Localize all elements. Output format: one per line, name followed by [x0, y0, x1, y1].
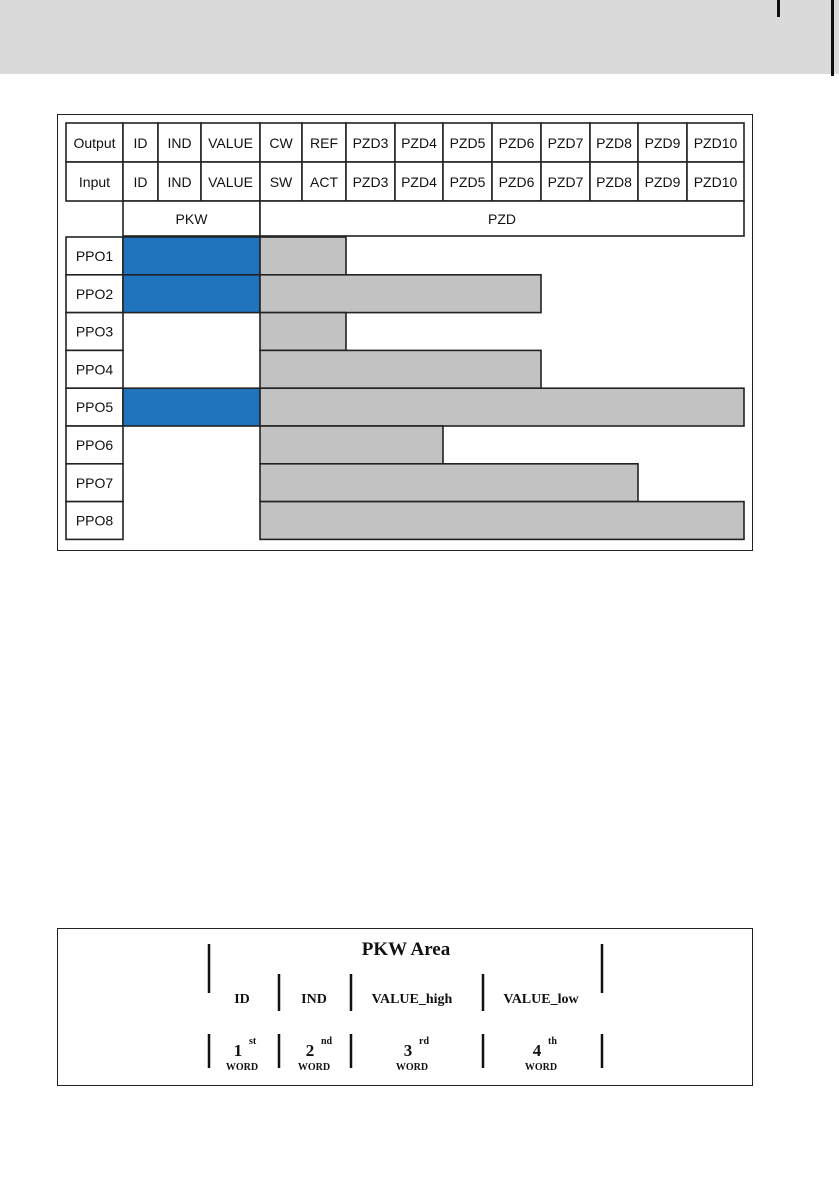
input-row-cell-label: VALUE — [208, 174, 253, 190]
pzd-bar — [260, 464, 638, 502]
ppo-row-label: PPO8 — [75, 512, 114, 529]
output-row-cell-label: PZD8 — [596, 135, 632, 151]
word-label: WORD — [297, 1062, 331, 1073]
word-label: WORD — [524, 1062, 558, 1073]
word-index-number: 2 — [305, 1041, 315, 1060]
word-label: WORD — [225, 1062, 259, 1073]
word-index-number: 4 — [532, 1041, 542, 1060]
input-row-cell-label: PZD6 — [498, 174, 535, 190]
output-row-cell-label: PZD6 — [498, 135, 535, 151]
page-header-band — [0, 0, 839, 74]
side-crop-mark — [831, 0, 834, 76]
ppo-row-label: PPO6 — [75, 437, 114, 453]
pkw-bar — [123, 275, 260, 313]
pkw-group-label: PKW — [175, 211, 208, 227]
word-index-suffix: th — [548, 1036, 557, 1047]
pzd-bar — [260, 237, 346, 275]
output-row-cell-label: PZD10 — [693, 135, 738, 151]
pkw-field-name: IND — [301, 992, 327, 1007]
pzd-group-label: PZD — [488, 211, 516, 227]
input-row-cell-label: PZD5 — [449, 174, 486, 190]
output-row-cell-label: Output — [73, 135, 116, 151]
input-row-cell-label: PZD10 — [693, 174, 738, 190]
pzd-bar — [260, 388, 744, 426]
pzd-bar — [260, 502, 744, 540]
word-label: WORD — [395, 1062, 429, 1073]
pzd-bar — [260, 275, 541, 313]
pzd-bar — [260, 426, 443, 464]
input-row-cell-label: IND — [167, 174, 192, 190]
output-row-cell-label: REF — [310, 135, 338, 151]
input-row-cell-label: PZD7 — [547, 174, 584, 190]
output-row-cell-label: PZD5 — [449, 135, 486, 151]
word-index-suffix: rd — [419, 1036, 429, 1047]
word-index-number: 1 — [233, 1041, 243, 1060]
output-row-cell-label: ID — [133, 135, 148, 151]
input-row-cell-label: SW — [269, 174, 293, 190]
pkw-area-title: PKW Area — [361, 939, 451, 960]
ppo-structure-diagram — [57, 114, 753, 551]
output-row-cell-label: PZD3 — [352, 135, 389, 151]
input-row-cell-label: PZD8 — [596, 174, 632, 190]
input-row-cell-label: Input — [78, 174, 111, 190]
ppo-row-label: PPO1 — [75, 248, 114, 264]
output-row-cell-label: CW — [269, 135, 293, 151]
output-row-cell-label: PZD4 — [401, 135, 437, 151]
ppo-row-label: PPO7 — [75, 474, 114, 491]
word-index-suffix: st — [249, 1036, 257, 1047]
input-row-cell-label: PZD3 — [352, 174, 389, 190]
pkw-area-diagram — [57, 928, 753, 1086]
output-row-cell-label: PZD7 — [547, 135, 584, 151]
pzd-bar — [260, 313, 346, 351]
pkw-bar — [123, 237, 260, 275]
ppo-row-label: PPO2 — [75, 285, 114, 302]
crop-mark — [777, 0, 780, 17]
ppo-row-label: PPO4 — [75, 361, 114, 378]
input-row-cell-label: PZD9 — [644, 174, 681, 190]
pkw-field-name: VALUE_high — [371, 992, 453, 1007]
input-row-cell-label: PZD4 — [401, 174, 437, 190]
output-row-cell-label: VALUE — [208, 135, 253, 151]
pkw-field-name: VALUE_low — [503, 992, 579, 1007]
word-index-number: 3 — [403, 1041, 413, 1060]
input-row-cell-label: ID — [133, 174, 148, 190]
pkw-bar — [123, 388, 260, 426]
ppo-row-label: PPO3 — [75, 323, 114, 340]
pzd-bar — [260, 350, 541, 388]
pkw-field-name: ID — [234, 992, 250, 1007]
output-row-cell-label: IND — [167, 135, 192, 151]
output-row-cell-label: PZD9 — [644, 135, 681, 151]
input-row-cell-label: ACT — [310, 174, 338, 190]
ppo-row-label: PPO5 — [75, 399, 114, 416]
word-index-suffix: nd — [321, 1036, 333, 1047]
